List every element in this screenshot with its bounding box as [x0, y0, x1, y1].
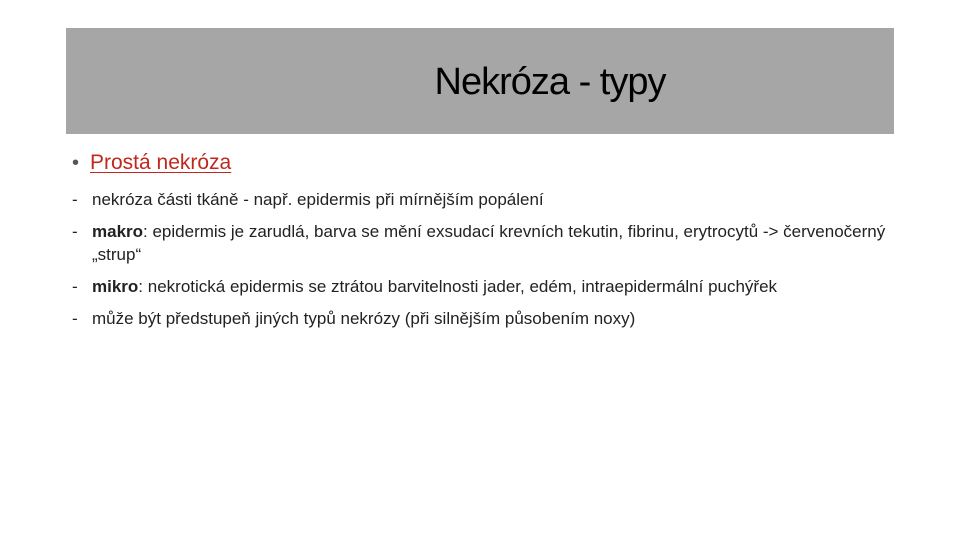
list-item: [72, 275, 902, 298]
list-item-text: může být předstupeň jiných typů nekrózy (při silnějším působením noxy): [92, 309, 636, 328]
section-heading: Prostá nekróza: [90, 151, 232, 174]
list-item: [72, 188, 902, 211]
dash-marker: -: [72, 190, 78, 209]
dash-marker: -: [72, 277, 78, 296]
list-item: [72, 307, 902, 330]
bullet-icon: •: [72, 152, 80, 174]
list-item-text: : nekrotická epidermis se ztrátou barvitelnosti jader, edém, intraepidermální puchýřek: [138, 277, 778, 296]
title-bar: [66, 28, 894, 134]
slide-title: [66, 28, 894, 134]
section-heading-row: [72, 146, 902, 180]
dash-marker: -: [72, 222, 78, 241]
list-item-text: : epidermis je zarudlá, barva se mění exsudací krevních tekutin, fibrinu, erytrocytů -> červenočerný „strup“: [92, 222, 886, 264]
slide-content: [72, 146, 902, 330]
dash-marker: -: [72, 309, 78, 328]
slide-title-text: Nekróza - typy: [434, 61, 666, 103]
list-item: [72, 220, 902, 266]
list-item-text: nekróza části tkáně - např. epidermis při mírnějším popálení: [92, 190, 544, 209]
list-item-term: makro: [92, 222, 144, 241]
list-item-term: mikro: [92, 277, 139, 296]
